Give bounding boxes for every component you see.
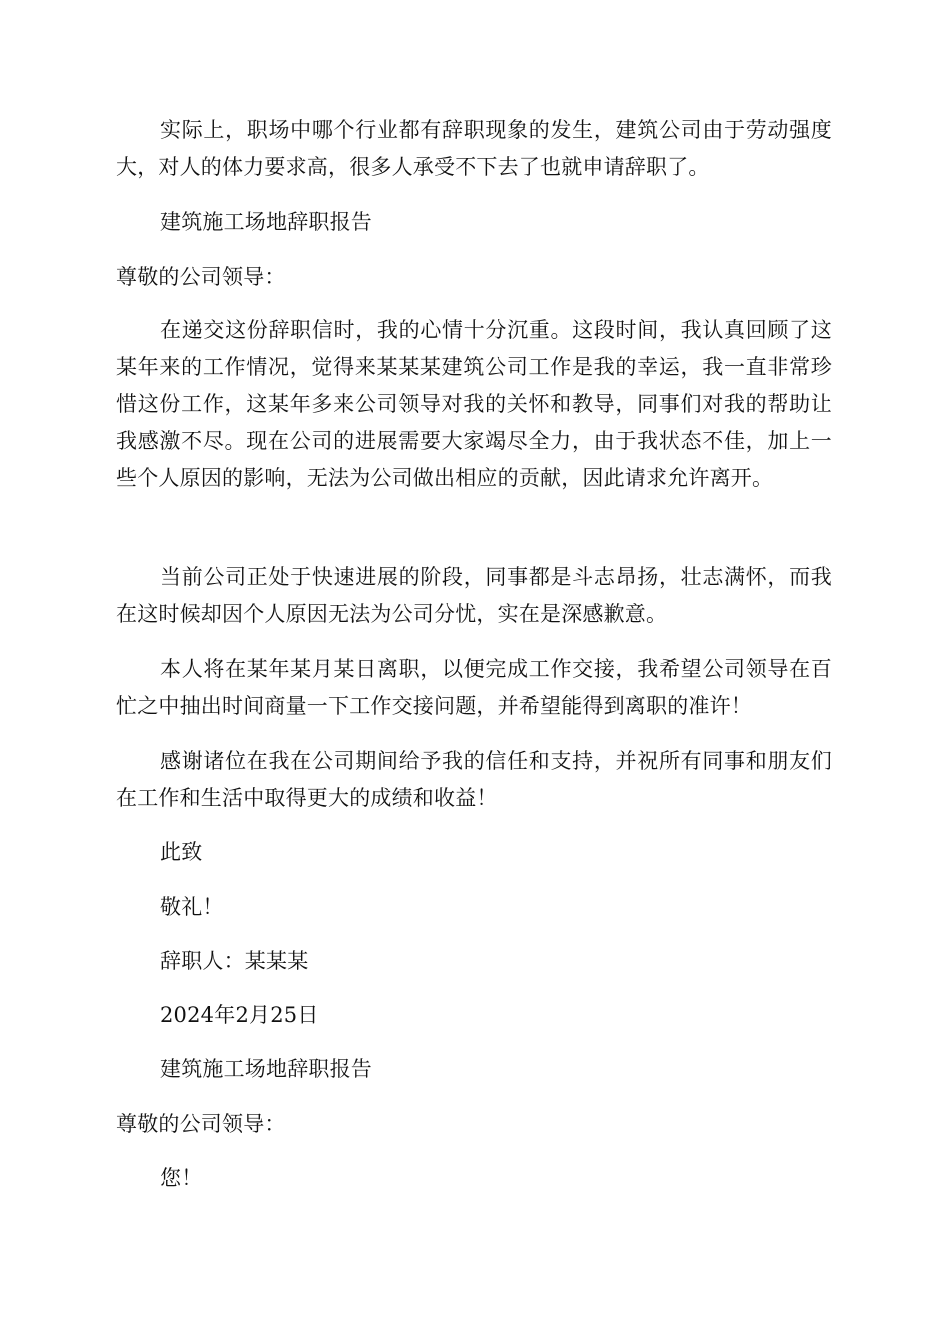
closing-jing-li: 敬礼！ (160, 895, 224, 919)
letter1-salutation: 尊敬的公司领导： (116, 265, 286, 289)
letter1-body-paragraph-1: 在递交这份辞职信时，我的心情十分沉重。这段时间，我认真回顾了这某年来的工作情况，觉得来某某某建筑公司工作是我的幸运，我一直非常珍惜这份工作，这某年多来公司领导对我的关怀和教导，同事们对我的帮助让我感激不尽。现在公司的进展需要大家竭尽全力，由于我状态不佳，加上一些个人原因的影响，无法为公司做出相应的贡献，因此请求允许离开。 (116, 318, 832, 490)
letter2-title: 建筑施工场地辞职报告 (160, 1057, 372, 1081)
date: 2024年2月25日 (160, 1003, 319, 1027)
signature: 辞职人：某某某 (160, 949, 309, 973)
letter1-body-paragraph-4: 感谢诸位在我在公司期间给予我的信任和支持，并祝所有同事和朋友们在工作和生活中取得更大的成绩和收益！ (116, 749, 832, 810)
letter1-body-paragraph-3: 本人将在某年某月某日离职，以便完成工作交接，我希望公司领导在百忙之中抽出时间商量一下工作交接问题，并希望能得到离职的准许！ (116, 657, 832, 718)
letter1-body-paragraph-2: 当前公司正处于快速进展的阶段，同事都是斗志昂扬，壮志满怀，而我在这时候却因个人原因无法为公司分忧，实在是深感歉意。 (116, 565, 832, 626)
intro-paragraph: 实际上，职场中哪个行业都有辞职现象的发生，建筑公司由于劳动强度大，对人的体力要求高，很多人承受不下去了也就申请辞职了。 (116, 118, 832, 179)
letter1-title: 建筑施工场地辞职报告 (160, 210, 372, 234)
letter2-greeting: 您！ (160, 1166, 203, 1190)
closing-ci-zhi: 此致 (160, 840, 203, 864)
letter2-salutation: 尊敬的公司领导： (116, 1112, 286, 1136)
